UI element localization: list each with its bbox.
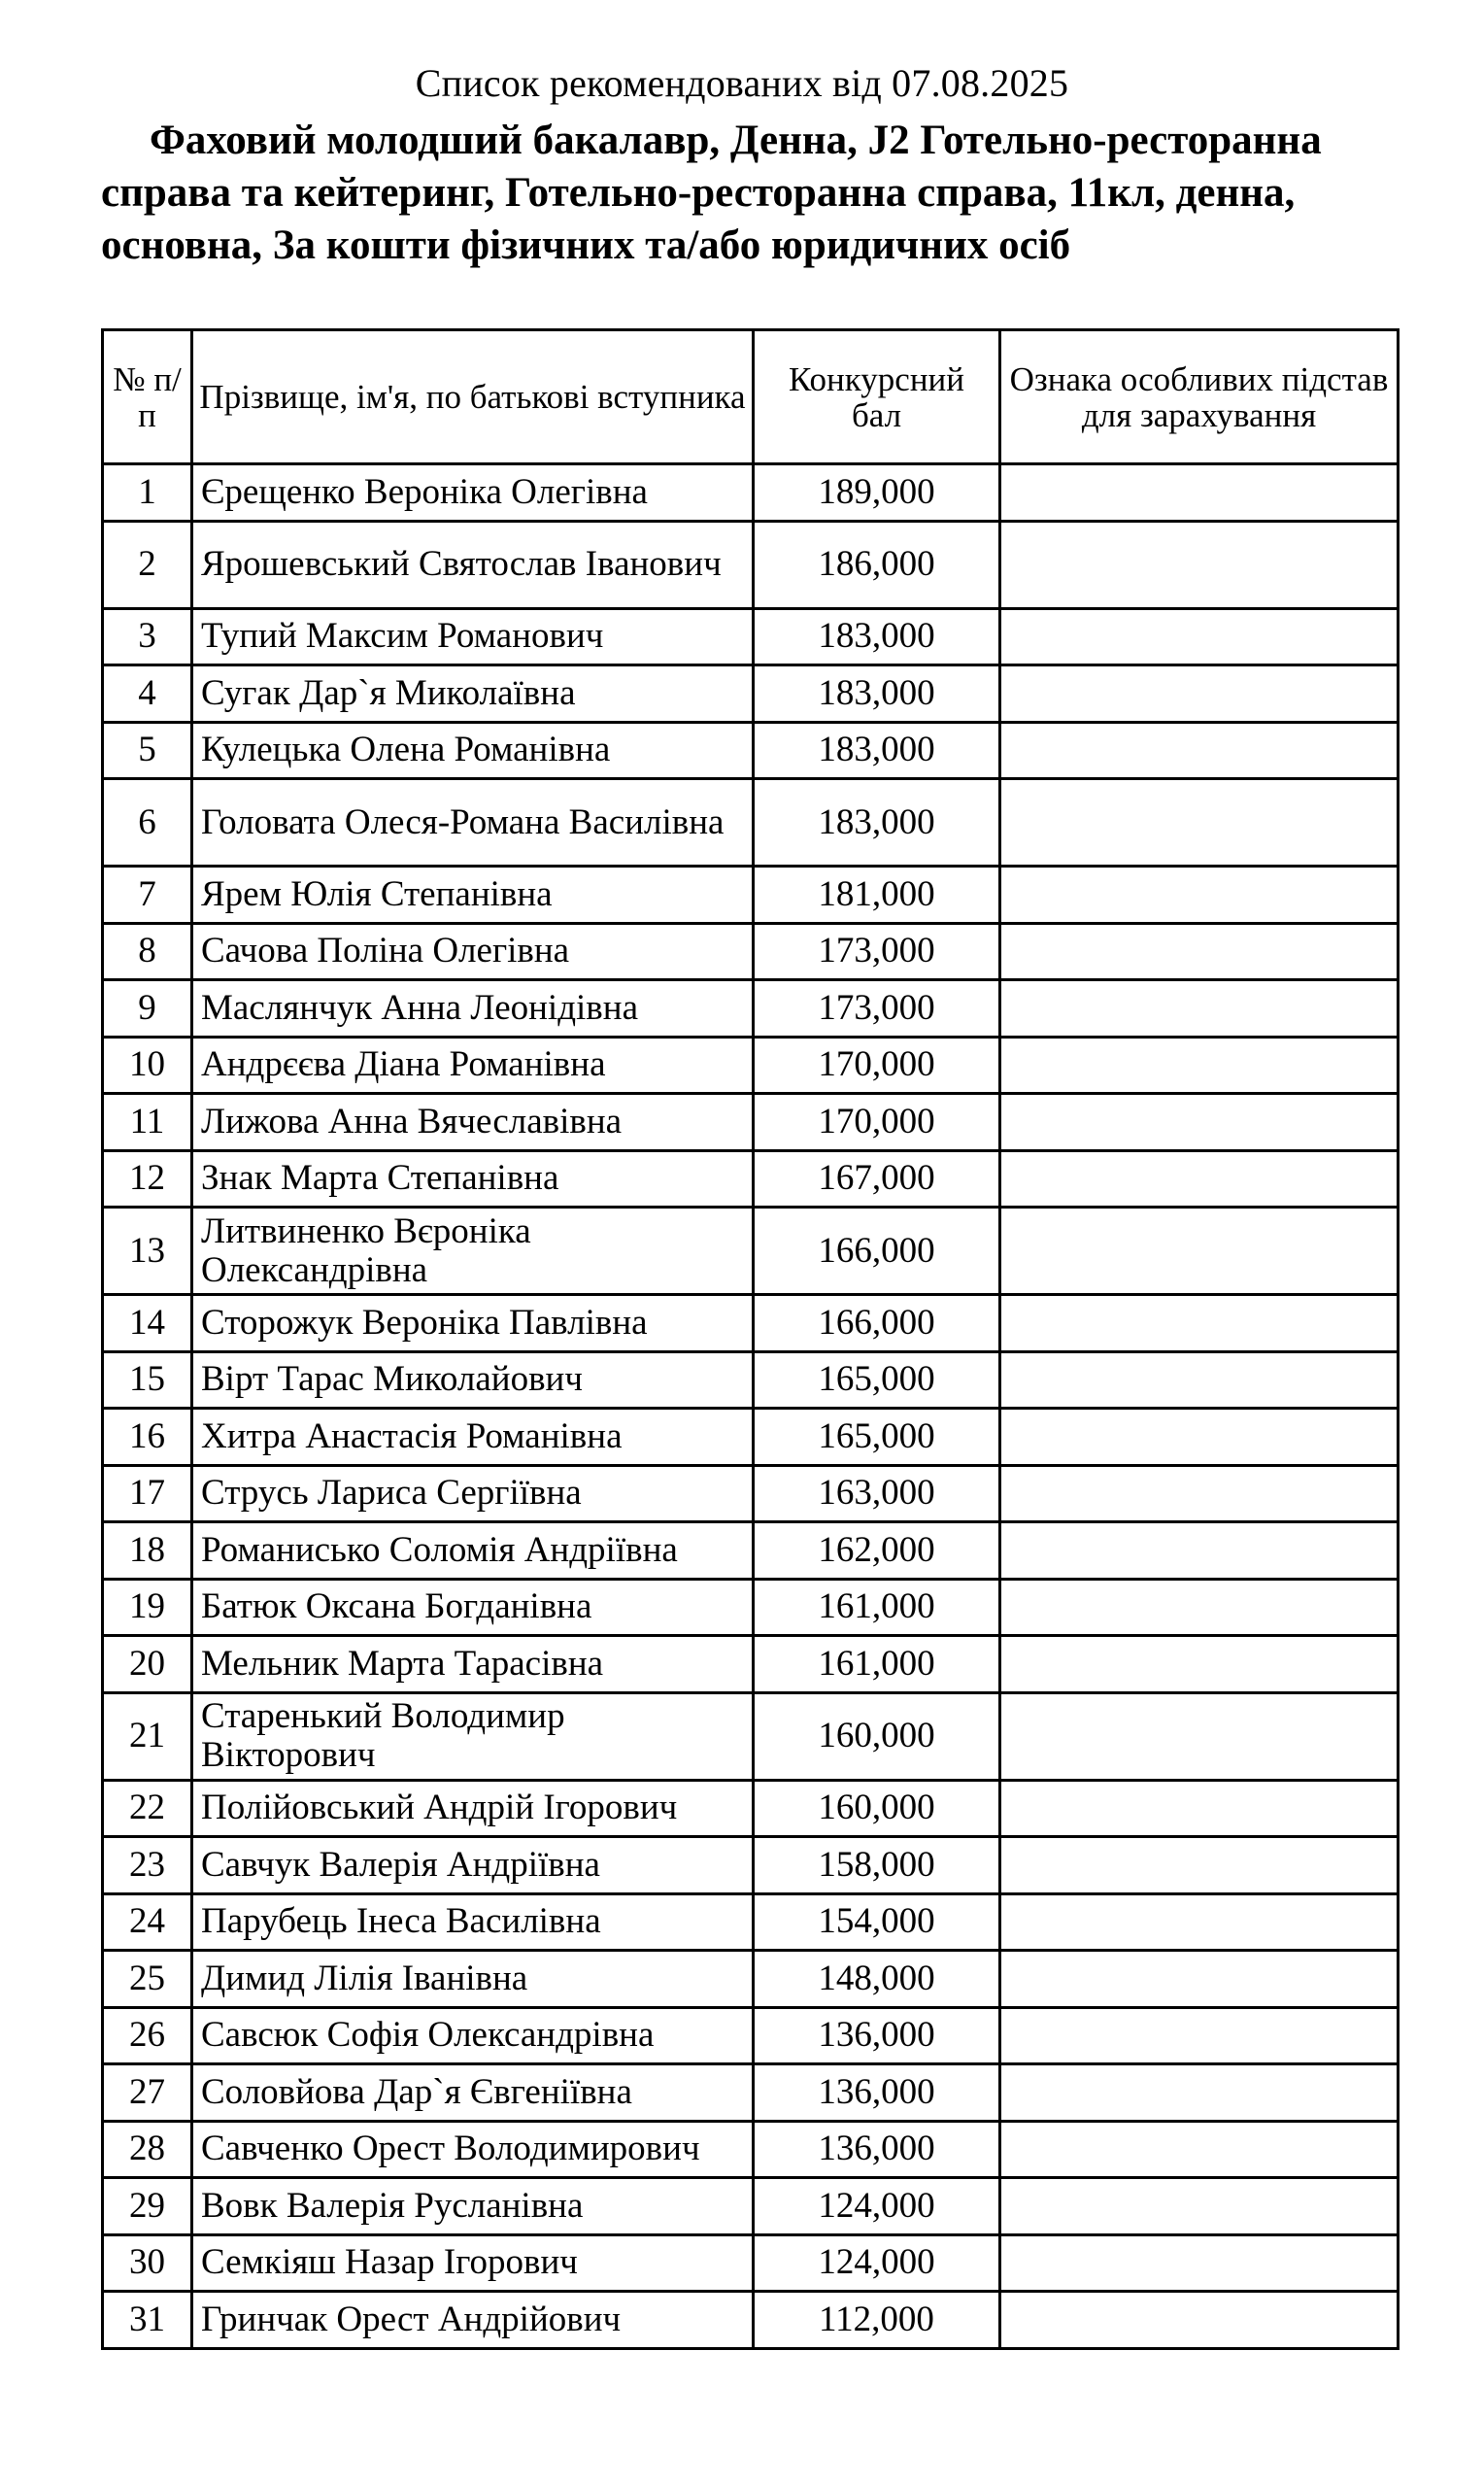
table-row (103, 1692, 1399, 1780)
competition-score: 136,000 (754, 2064, 1000, 2122)
special-grounds (1000, 464, 1399, 522)
competition-score: 112,000 (754, 2292, 1000, 2349)
special-grounds (1000, 1636, 1399, 1693)
document-subtitle: Фаховий молодший бакалавр, Денна, J2 Готельно-ресторанна справа та кейтеринг, Готельно-ресторанна справа, 11кл, денна, основна, За кошти фізичних та/або юридичних осіб (101, 118, 1322, 268)
special-grounds (1000, 1579, 1399, 1636)
applicant-name: Батюк Оксана Богданівна (192, 1579, 754, 1636)
competition-score: 136,000 (754, 2007, 1000, 2064)
table-row (103, 2007, 1399, 2064)
special-grounds (1000, 2292, 1399, 2349)
competition-score: 173,000 (754, 923, 1000, 980)
table-row (103, 923, 1399, 980)
row-number: 6 (103, 779, 192, 867)
competition-score: 181,000 (754, 867, 1000, 924)
competition-score: 161,000 (754, 1636, 1000, 1693)
applicant-name: Знак Марта Степанівна (192, 1150, 754, 1208)
competition-score: 166,000 (754, 1208, 1000, 1295)
applicant-name: Лижова Анна Вячеславівна (192, 1094, 754, 1151)
special-grounds (1000, 1037, 1399, 1094)
competition-score: 183,000 (754, 665, 1000, 723)
special-grounds (1000, 2234, 1399, 2292)
special-grounds (1000, 779, 1399, 867)
table-row (103, 1409, 1399, 1466)
table-row (103, 1837, 1399, 1894)
table-row (103, 1893, 1399, 1951)
table-row (103, 2178, 1399, 2235)
header-number: № п/п (103, 330, 192, 464)
table-row (103, 1636, 1399, 1693)
special-grounds (1000, 1150, 1399, 1208)
competition-score: 165,000 (754, 1351, 1000, 1409)
special-grounds (1000, 1409, 1399, 1466)
competition-score: 124,000 (754, 2234, 1000, 2292)
table-row (103, 1208, 1399, 1295)
special-grounds (1000, 665, 1399, 723)
table-row (103, 1465, 1399, 1522)
table-row (103, 2064, 1399, 2122)
special-grounds (1000, 923, 1399, 980)
competition-score: 189,000 (754, 464, 1000, 522)
competition-score: 163,000 (754, 1465, 1000, 1522)
competition-score: 170,000 (754, 1037, 1000, 1094)
special-grounds (1000, 867, 1399, 924)
applicant-name: Мельник Марта Тарасівна (192, 1636, 754, 1693)
special-grounds (1000, 1522, 1399, 1580)
special-grounds (1000, 1837, 1399, 1894)
header-score: Конкурсний бал (754, 330, 1000, 464)
competition-score: 160,000 (754, 1692, 1000, 1780)
header-special-grounds: Ознака особливих підстав для зарахування (1000, 330, 1399, 464)
special-grounds (1000, 1208, 1399, 1295)
competition-score: 183,000 (754, 779, 1000, 867)
table-row (103, 1295, 1399, 1352)
row-number: 16 (103, 1409, 192, 1466)
applicant-name: Вірт Тарас Миколайович (192, 1351, 754, 1409)
applicant-name: Гринчак Орест Андрійович (192, 2292, 754, 2349)
competition-score: 160,000 (754, 1780, 1000, 1837)
applicant-name: Соловйова Дар`я Євгеніївна (192, 2064, 754, 2122)
document-title: Список рекомендованих від 07.08.2025 (415, 61, 1069, 105)
competition-score: 173,000 (754, 980, 1000, 1038)
applicant-name: Ярошевський Святослав Іванович (192, 521, 754, 608)
competition-score: 166,000 (754, 1295, 1000, 1352)
special-grounds (1000, 608, 1399, 665)
row-number: 12 (103, 1150, 192, 1208)
table-row (103, 1150, 1399, 1208)
competition-score: 186,000 (754, 521, 1000, 608)
row-number: 28 (103, 2121, 192, 2178)
special-grounds (1000, 722, 1399, 779)
applicant-name: Маслянчук Анна Леонідівна (192, 980, 754, 1038)
applicant-name: Головата Олеся-Романа Василівна (192, 779, 754, 867)
applicant-name: Кулецька Олена Романівна (192, 722, 754, 779)
applicant-name: Сугак Дар`я Миколаївна (192, 665, 754, 723)
row-number: 20 (103, 1636, 192, 1693)
special-grounds (1000, 1295, 1399, 1352)
applicant-name: Парубець Інеса Василівна (192, 1893, 754, 1951)
special-grounds (1000, 1094, 1399, 1151)
table-row (103, 1037, 1399, 1094)
table-row (103, 779, 1399, 867)
competition-score: 170,000 (754, 1094, 1000, 1151)
row-number: 26 (103, 2007, 192, 2064)
row-number: 24 (103, 1893, 192, 1951)
table-row (103, 1094, 1399, 1151)
applicant-name: Андрєєва Діана Романівна (192, 1037, 754, 1094)
special-grounds (1000, 1465, 1399, 1522)
table-row (103, 1522, 1399, 1580)
row-number: 22 (103, 1780, 192, 1837)
applicant-name: Савсюк Софія Олександрівна (192, 2007, 754, 2064)
applicant-name: Вовк Валерія Русланівна (192, 2178, 754, 2235)
competition-score: 167,000 (754, 1150, 1000, 1208)
table-row (103, 2234, 1399, 2292)
row-number: 14 (103, 1295, 192, 1352)
row-number: 19 (103, 1579, 192, 1636)
row-number: 3 (103, 608, 192, 665)
special-grounds (1000, 2007, 1399, 2064)
row-number: 27 (103, 2064, 192, 2122)
special-grounds (1000, 1893, 1399, 1951)
competition-score: 165,000 (754, 1409, 1000, 1466)
row-number: 5 (103, 722, 192, 779)
row-number: 4 (103, 665, 192, 723)
row-number: 15 (103, 1351, 192, 1409)
special-grounds (1000, 2121, 1399, 2178)
row-number: 31 (103, 2292, 192, 2349)
special-grounds (1000, 2178, 1399, 2235)
table-row (103, 2292, 1399, 2349)
table-row (103, 1780, 1399, 1837)
applicant-name: Єрещенко Вероніка Олегівна (192, 464, 754, 522)
special-grounds (1000, 2064, 1399, 2122)
row-number: 29 (103, 2178, 192, 2235)
table-row (103, 867, 1399, 924)
applicant-name: Димид Лілія Іванівна (192, 1951, 754, 2008)
applicant-name: Савчук Валерія Андріївна (192, 1837, 754, 1894)
applicant-name: Савченко Орест Володимирович (192, 2121, 754, 2178)
table-body (103, 464, 1399, 2349)
row-number: 2 (103, 521, 192, 608)
special-grounds (1000, 980, 1399, 1038)
table-row (103, 1579, 1399, 1636)
table-header (103, 330, 1399, 464)
table-row (103, 980, 1399, 1038)
table-row (103, 464, 1399, 522)
applicant-name: Сторожук Вероніка Павлівна (192, 1295, 754, 1352)
row-number: 21 (103, 1692, 192, 1780)
applicant-name: Романисько Соломія Андріївна (192, 1522, 754, 1580)
competition-score: 183,000 (754, 608, 1000, 665)
applicant-name: Семкіяш Назар Ігорович (192, 2234, 754, 2292)
recommended-list-table (101, 328, 1400, 2350)
table-row (103, 1351, 1399, 1409)
applicant-name: Струсь Лариса Сергіївна (192, 1465, 754, 1522)
applicant-name: Старенький Володимир Вікторович (192, 1692, 754, 1780)
row-number: 8 (103, 923, 192, 980)
competition-score: 183,000 (754, 722, 1000, 779)
special-grounds (1000, 1351, 1399, 1409)
applicant-name: Полійовський Андрій Ігорович (192, 1780, 754, 1837)
competition-score: 124,000 (754, 2178, 1000, 2235)
row-number: 23 (103, 1837, 192, 1894)
special-grounds (1000, 1692, 1399, 1780)
table-row (103, 608, 1399, 665)
row-number: 13 (103, 1208, 192, 1295)
competition-score: 162,000 (754, 1522, 1000, 1580)
row-number: 9 (103, 980, 192, 1038)
row-number: 18 (103, 1522, 192, 1580)
table-row (103, 722, 1399, 779)
row-number: 1 (103, 464, 192, 522)
row-number: 30 (103, 2234, 192, 2292)
applicant-name: Сачова Поліна Олегівна (192, 923, 754, 980)
competition-score: 161,000 (754, 1579, 1000, 1636)
table-row (103, 2121, 1399, 2178)
special-grounds (1000, 1951, 1399, 2008)
competition-score: 148,000 (754, 1951, 1000, 2008)
competition-score: 136,000 (754, 2121, 1000, 2178)
table-row (103, 521, 1399, 608)
table-row (103, 665, 1399, 723)
row-number: 11 (103, 1094, 192, 1151)
row-number: 25 (103, 1951, 192, 2008)
special-grounds (1000, 521, 1399, 608)
row-number: 7 (103, 867, 192, 924)
applicant-name: Хитра Анастасія Романівна (192, 1409, 754, 1466)
applicant-name: Литвиненко Вєроніка Олександрівна (192, 1208, 754, 1295)
competition-score: 154,000 (754, 1893, 1000, 1951)
table-row (103, 1951, 1399, 2008)
row-number: 10 (103, 1037, 192, 1094)
competition-score: 158,000 (754, 1837, 1000, 1894)
header-name: Прізвище, ім'я, по батькові вступника (192, 330, 754, 464)
applicant-name: Тупий Максим Романович (192, 608, 754, 665)
row-number: 17 (103, 1465, 192, 1522)
applicant-name: Ярем Юлія Степанівна (192, 867, 754, 924)
special-grounds (1000, 1780, 1399, 1837)
